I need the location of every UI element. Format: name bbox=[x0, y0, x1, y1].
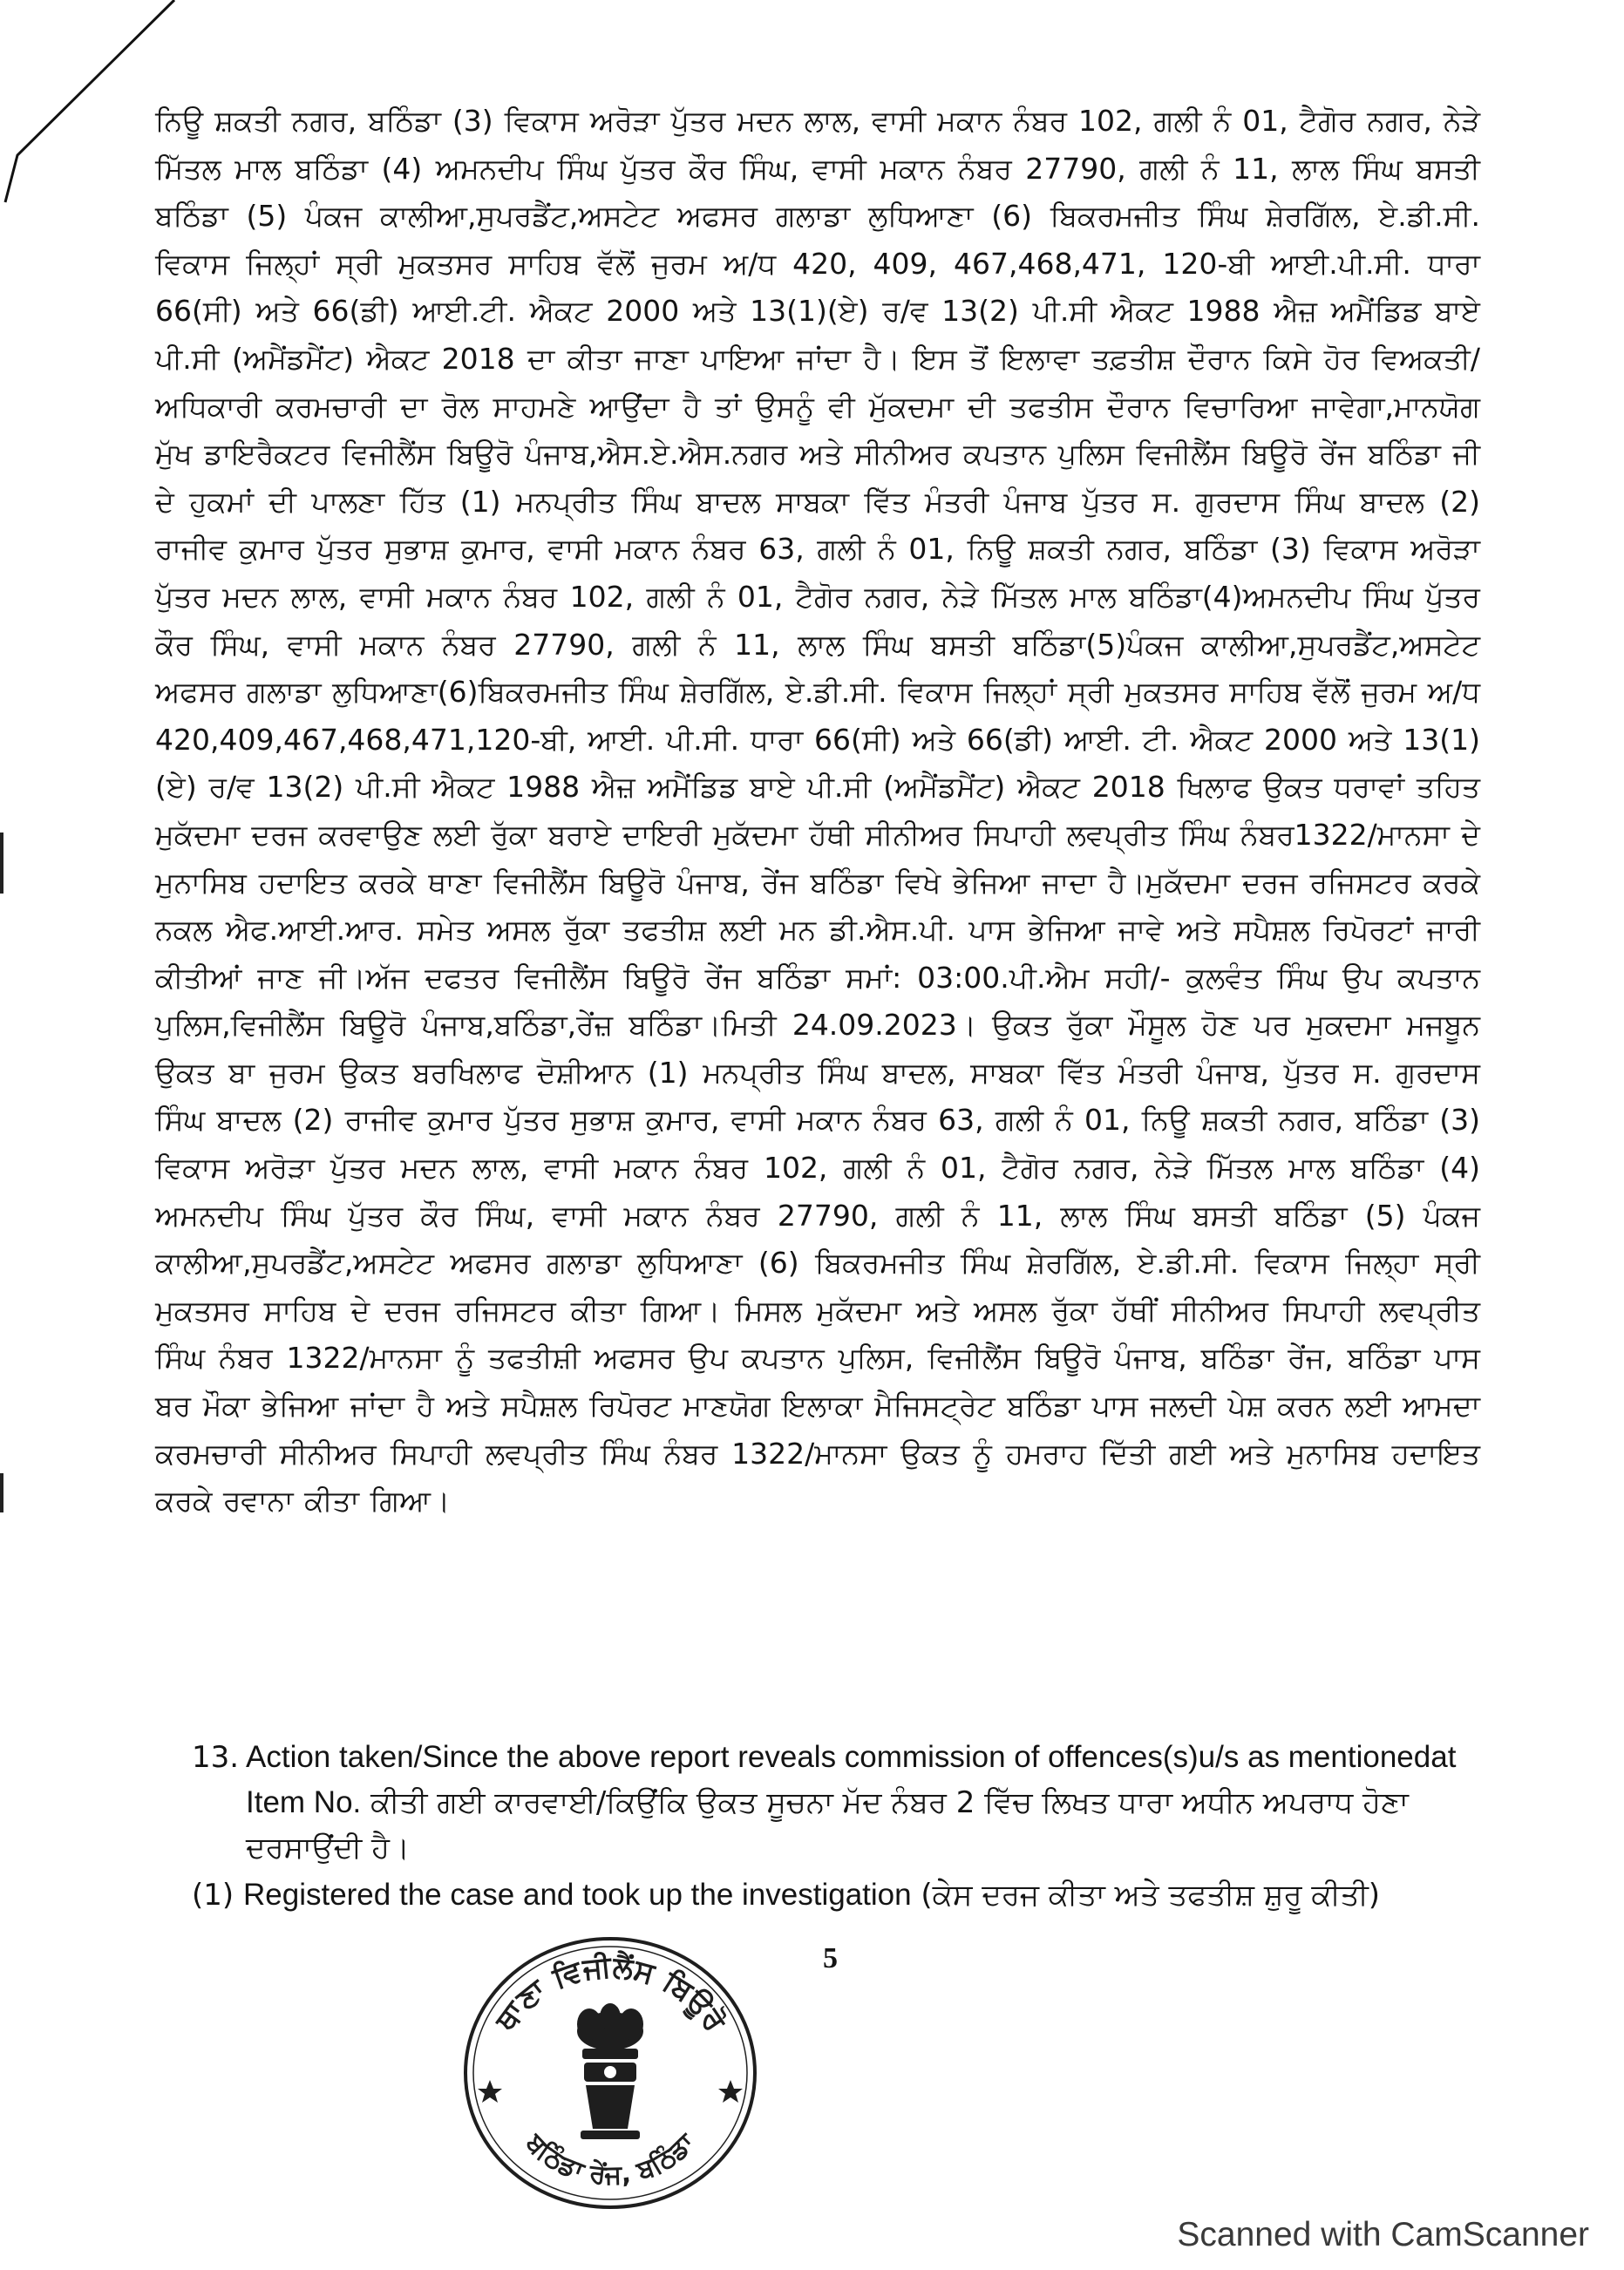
margin-tick bbox=[0, 833, 3, 894]
page-number: 5 bbox=[823, 1942, 838, 1974]
item-13-text bbox=[192, 1735, 1482, 1871]
scanner-watermark: Scanned with CamScanner bbox=[1177, 2216, 1589, 2253]
item-13-number: 13. bbox=[192, 1740, 240, 1775]
margin-tick bbox=[0, 1473, 3, 1512]
item-1-punjabi: (ਕੇਸ ਦਰਜ ਕੀਤਾ ਅਤੇ ਤਫਤੀਸ਼ ਸ਼ੁਰੂ ਕੀਤੀ) bbox=[921, 1878, 1381, 1913]
item-1-number: (1) bbox=[192, 1878, 234, 1913]
body-paragraph: ਨਿਊ ਸ਼ਕਤੀ ਨਗਰ, ਬਠਿੰਡਾ (3) ਵਿਕਾਸ ਅਰੋੜਾ ਪੁੱਤਰ ਮਦਨ ਲਾਲ, ਵਾਸੀ ਮਕਾਨ ਨੰਬਰ 102, ਗਲੀ ਨੰ 01, ਟੈਗੋਰ ਨਗਰ, ਨੇੜੇ ਮਿੱਤਲ ਮਾਲ ਬਠਿੰਡਾ (4) ਅਮਨਦੀਪ ਸਿੰਘ ਪੁੱਤਰ ਕੌਰ ਸਿੰਘ, ਵਾਸੀ ਮਕਾਨ ਨੰਬਰ 27790, ਗਲੀ ਨੰ 11, ਲਾਲ ਸਿੰਘ ਬਸਤੀ ਬਠਿੰਡਾ (5) ਪੰਕਜ ਕਾਲੀਆ,ਸੁਪਰਡੈਂਟ,ਅਸਟੇਟ ਅਫਸਰ ਗਲਾਡਾ ਲੁਧਿਆਣਾ (6) ਬਿਕਰਮਜੀਤ ਸਿੰਘ ਸ਼ੇਰਗਿੱਲ, ਏ.ਡੀ.ਸੀ. ਵਿਕਾਸ ਜਿਲ੍ਹਾਂ ਸ੍ਰੀ ਮੁਕਤਸਰ ਸਾਹਿਬ ਵੱਲੋਂ ਜੁਰਮ ਅ/ਧ 420, 409, 467,468,471, 120-ਬੀ ਆਈ.ਪੀ.ਸੀ. ਧਾਰਾ 66(ਸੀ) ਅਤੇ 66(ਡੀ) ਆਈ.ਟੀ. ਐਕਟ 2000 ਅਤੇ 13(1)(ਏ) ਰ/ਵ 13(2) ਪੀ.ਸੀ ਐਕਟ 1988 ਐਜ਼ ਅਮੈਂਡਿਡ ਬਾਏ ਪੀ.ਸੀ (ਅਮੈਂਡਮੈਂਟ) ਐਕਟ 2018 ਦਾ ਕੀਤਾ ਜਾਣਾ ਪਾਇਆ ਜਾਂਦਾ ਹੈ। ਇਸ ਤੋਂ ਇਲਾਵਾ ਤਫ਼ਤੀਸ਼ ਦੌਰਾਨ ਕਿਸੇ ਹੋਰ ਵਿਅਕਤੀ/ਅਧਿਕਾਰੀ ਕਰਮਚਾਰੀ ਦਾ ਰੋਲ ਸਾਹਮਣੇ ਆਉਂਦਾ ਹੈ ਤਾਂ ਉਸਨੂੰ ਵੀ ਮੁੱਕਦਮਾ ਦੀ ਤਫਤੀਸ ਦੌਰਾਨ ਵਿਚਾਰਿਆ ਜਾਵੇਗਾ,ਮਾਨਯੋਗ ਮੁੱਖ ਡਾਇਰੈਕਟਰ ਵਿਜੀਲੈਂਸ ਬਿਊਰੋ ਪੰਜਾਬ,ਐਸ.ਏ.ਐਸ.ਨਗਰ ਅਤੇ ਸੀਨੀਅਰ ਕਪਤਾਨ ਪੁਲਿਸ ਵਿਜੀਲੈਂਸ ਬਿਊਰੋ ਰੇਂਜ ਬਠਿੰਡਾ ਜੀ ਦੇ ਹੁਕਮਾਂ ਦੀ ਪਾਲਣਾ ਹਿੱਤ (1) ਮਨਪ੍ਰੀਤ ਸਿੰਘ ਬਾਦਲ ਸਾਬਕਾ ਵਿੱਤ ਮੰਤਰੀ ਪੰਜਾਬ ਪੁੱਤਰ ਸ. ਗੁਰਦਾਸ ਸਿੰਘ ਬਾਦਲ (2) ਰਾਜੀਵ ਕੁਮਾਰ ਪੁੱਤਰ ਸੁਭਾਸ਼ ਕੁਮਾਰ, ਵਾਸੀ ਮਕਾਨ ਨੰਬਰ 63, ਗਲੀ ਨੰ 01, ਨਿਊ ਸ਼ਕਤੀ ਨਗਰ, ਬਠਿੰਡਾ (3) ਵਿਕਾਸ ਅਰੋੜਾ ਪੁੱਤਰ ਮਦਨ ਲਾਲ, ਵਾਸੀ ਮਕਾਨ ਨੰਬਰ 102, ਗਲੀ ਨੰ 01, ਟੈਗੋਰ ਨਗਰ, ਨੇੜੇ ਮਿੱਤਲ ਮਾਲ ਬਠਿੰਡਾ(4)ਅਮਨਦੀਪ ਸਿੰਘ ਪੁੱਤਰ ਕੌਰ ਸਿੰਘ, ਵਾਸੀ ਮਕਾਨ ਨੰਬਰ 27790, ਗਲੀ ਨੰ 11, ਲਾਲ ਸਿੰਘ ਬਸਤੀ ਬਠਿੰਡਾ(5)ਪੰਕਜ ਕਾਲੀਆ,ਸੁਪਰਡੈਂਟ,ਅਸਟੇਟ ਅਫਸਰ ਗਲਾਡਾ ਲੁਧਿਆਣਾ(6)ਬਿਕਰਮਜੀਤ ਸਿੰਘ ਸ਼ੇਰਗਿੱਲ, ਏ.ਡੀ.ਸੀ. ਵਿਕਾਸ ਜਿਲ੍ਹਾਂ ਸ੍ਰੀ ਮੁਕਤਸਰ ਸਾਹਿਬ ਵੱਲੋਂ ਜੁਰਮ ਅ/ਧ 420,409,467,468,471,120-ਬੀ, ਆਈ. ਪੀ.ਸੀ. ਧਾਰਾ 66(ਸੀ) ਅਤੇ 66(ਡੀ) ਆਈ. ਟੀ. ਐਕਟ 2000 ਅਤੇ 13(1)(ਏ) ਰ/ਵ 13(2) ਪੀ.ਸੀ ਐਕਟ 1988 ਐਜ਼ ਅਮੈਂਡਿਡ ਬਾਏ ਪੀ.ਸੀ (ਅਮੈਂਡਮੈਂਟ) ਐਕਟ 2018 ਖਿਲਾਫ ਉਕਤ ਧਰਾਵਾਂ ਤਹਿਤ ਮੁਕੱਦਮਾ ਦਰਜ ਕਰਵਾਉਣ ਲਈ ਰੁੱਕਾ ਬਰਾਏ ਦਾਇਰੀ ਮੁਕੱਦਮਾ ਹੱਥੀ ਸੀਨੀਅਰ ਸਿਪਾਹੀ ਲਵਪ੍ਰੀਤ ਸਿੰਘ ਨੰਬਰ1322/ਮਾਨਸਾ ਦੇ ਮੁਨਾਸਿਬ ਹਦਾਇਤ ਕਰਕੇ ਥਾਣਾ ਵਿਜੀਲੈਂਸ ਬਿਊਰੋ ਪੰਜਾਬ, ਰੇਂਜ ਬਠਿੰਡਾ ਵਿਖੇ ਭੇਜਿਆ ਜਾਦਾ ਹੈ।ਮੁਕੱਦਮਾ ਦਰਜ ਰਜਿਸਟਰ ਕਰਕੇ ਨਕਲ ਐਫ.ਆਈ.ਆਰ. ਸਮੇਤ ਅਸਲ ਰੁੱਕਾ ਤਫਤੀਸ਼ ਲਈ ਮਨ ਡੀ.ਐਸ.ਪੀ. ਪਾਸ ਭੇਜਿਆ ਜਾਵੇ ਅਤੇ ਸਪੈਸ਼ਲ ਰਿਪੋਰਟਾਂ ਜਾਰੀ ਕੀਤੀਆਂ ਜਾਣ ਜੀ।ਅੱਜ ਦਫਤਰ ਵਿਜੀਲੈਂਸ ਬਿਊਰੋ ਰੇਂਜ ਬਠਿੰਡਾ ਸਮਾਂ: 03:00.ਪੀ.ਐਮ ਸਹੀ/- ਕੁਲਵੰਤ ਸਿੰਘ ਉਪ ਕਪਤਾਨ ਪੁਲਿਸ,ਵਿਜੀਲੈਂਸ ਬਿਊਰੋ ਪੰਜਾਬ,ਬਠਿੰਡਾ,ਰੇਂਜ਼ ਬਠਿੰਡਾ।ਮਿਤੀ 24.09.2023। ਉਕਤ ਰੁੱਕਾ ਮੌਸੂਲ ਹੋਣ ਪਰ ਮੁਕਦਮਾ ਮਜਬੂਨ ਉਕਤ ਬਾ ਜੁਰਮ ਉਕਤ ਬਰਖਿਲਾਫ ਦੋਸ਼ੀਆਨ (1) ਮਨਪ੍ਰੀਤ ਸਿੰਘ ਬਾਦਲ, ਸਾਬਕਾ ਵਿੱਤ ਮੰਤਰੀ ਪੰਜਾਬ, ਪੁੱਤਰ ਸ. ਗੁਰਦਾਸ ਸਿੰਘ ਬਾਦਲ (2) ਰਾਜੀਵ ਕੁਮਾਰ ਪੁੱਤਰ ਸੁਭਾਸ਼ ਕੁਮਾਰ, ਵਾਸੀ ਮਕਾਨ ਨੰਬਰ 63, ਗਲੀ ਨੰ 01, ਨਿਊ ਸ਼ਕਤੀ ਨਗਰ, ਬਠਿੰਡਾ (3) ਵਿਕਾਸ ਅਰੋੜਾ ਪੁੱਤਰ ਮਦਨ ਲਾਲ, ਵਾਸੀ ਮਕਾਨ ਨੰਬਰ 102, ਗਲੀ ਨੰ 01, ਟੈਗੋਰ ਨਗਰ, ਨੇੜੇ ਮਿੱਤਲ ਮਾਲ ਬਠਿੰਡਾ (4) ਅਮਨਦੀਪ ਸਿੰਘ ਪੁੱਤਰ ਕੌਰ ਸਿੰਘ, ਵਾਸੀ ਮਕਾਨ ਨੰਬਰ 27790, ਗਲੀ ਨੰ 11, ਲਾਲ ਸਿੰਘ ਬਸਤੀ ਬਠਿੰਡਾ (5) ਪੰਕਜ ਕਾਲੀਆ,ਸੁਪਰਡੈਂਟ,ਅਸਟੇਟ ਅਫਸਰ ਗਲਾਡਾ ਲੁਧਿਆਣਾ (6) ਬਿਕਰਮਜੀਤ ਸਿੰਘ ਸ਼ੇਰਗਿੱਲ, ਏ.ਡੀ.ਸੀ. ਵਿਕਾਸ ਜਿਲ੍ਹਾ ਸ੍ਰੀ ਮੁਕਤਸਰ ਸਾਹਿਬ ਦੇ ਦਰਜ ਰਜਿਸਟਰ ਕੀਤਾ ਗਿਆ। ਮਿਸਲ ਮੁਕੱਦਮਾ ਅਤੇ ਅਸਲ ਰੁੱਕਾ ਹੱਥੀਂ ਸੀਨੀਅਰ ਸਿਪਾਹੀ ਲਵਪ੍ਰੀਤ ਸਿੰਘ ਨੰਬਰ 1322/ਮਾਨਸਾ ਨੂੰ ਤਫਤੀਸ਼ੀ ਅਫਸਰ ਉਪ ਕਪਤਾਨ ਪੁਲਿਸ, ਵਿਜੀਲੈਂਸ ਬਿਊਰੋ ਪੰਜਾਬ, ਬਠਿੰਡਾ ਰੇਂਜ, ਬਠਿੰਡਾ ਪਾਸ ਬਰ ਮੌਕਾ ਭੇਜਿਆ ਜਾਂਦਾ ਹੈ ਅਤੇ ਸਪੈਸ਼ਲ ਰਿਪੋਰਟ ਮਾਣਯੋਗ ਇਲਾਕਾ ਮੈਜਿਸਟ੍ਰੇਟ ਬਠਿੰਡਾ ਪਾਸ ਜਲਦੀ ਪੇਸ਼ ਕਰਨ ਲਈ ਆਮਦਾ ਕਰਮਚਾਰੀ ਸੀਨੀਅਰ ਸਿਪਾਹੀ ਲਵਪ੍ਰੀਤ ਸਿੰਘ ਨੰਬਰ 1322/ਮਾਨਸਾ ਉਕਤ ਨੂੰ ਹਮਰਾਹ ਦਿੱਤੀ ਗਈ ਅਤੇ ਮੁਨਾਸਿਬ ਹਦਾਇਤ ਕਰਕੇ ਰਵਾਨਾ ਕੀਤਾ ਗਿਆ। bbox=[155, 104, 1480, 1519]
item-13-punjabi: ਕੀਤੀ ਗਈ ਕਾਰਵਾਈ/ਕਿਉਂਕਿ ਉਕਤ ਸੂਚਨਾ ਮੱਦ ਨੰਬਰ 2 ਵਿੱਚ ਲਿਖਤ ਧਾਰਾ ਅਧੀਨ ਅਪਰਾਧ ਹੋਣਾ ਦਰਸਾਉਂਦੀ ਹੈ। bbox=[246, 1785, 1409, 1866]
seal-bottom-text: ਬਠਿੰਡਾ ਰੇਂਜ, ਬਠਿੰਡਾ bbox=[520, 2127, 702, 2192]
item-13 bbox=[192, 1735, 1482, 1871]
ashoka-emblem-icon bbox=[577, 2003, 643, 2139]
item-1-english: Registered the case and took up the investigation bbox=[242, 1878, 912, 1912]
item-1 bbox=[192, 1872, 1499, 1918]
official-seal bbox=[453, 1927, 767, 2214]
seal-top-text: ਥਾਣਾ ਵਿਜੀਲੈਂਸ ਬਿਊਰੋ bbox=[488, 1949, 733, 2038]
item-13-english: Action taken/Since the above report reveals commission of offences(s)u/s as mentionedat Item No. bbox=[246, 1740, 1457, 1819]
